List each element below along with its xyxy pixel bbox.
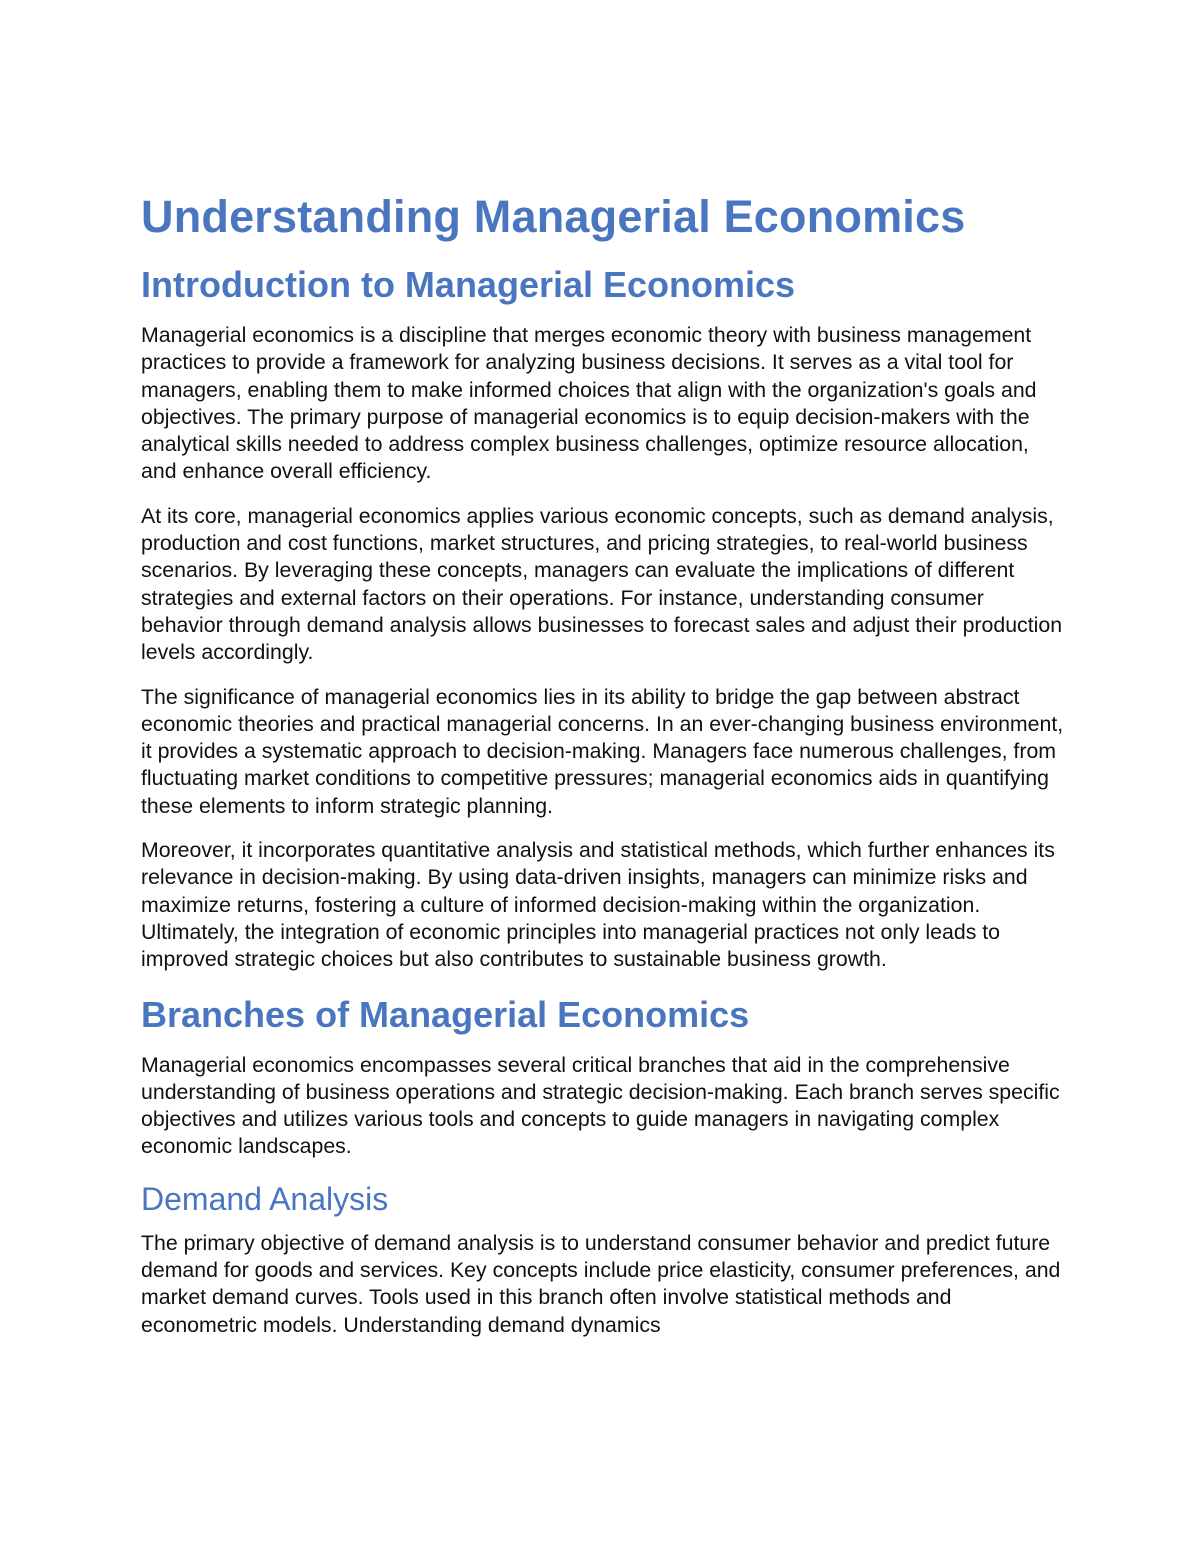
document-title: Understanding Managerial Economics [141, 191, 966, 242]
demand-analysis-paragraph: The primary objective of demand analysis is to understand consumer behavior and predict future demand for goods and services. Key concepts include price elasticity, consumer preferences, and market demand curves. Tools used in this branch often involve statistical methods and econometric models. Understanding demand dynamics [141, 1230, 1061, 1337]
demand-analysis-heading: Demand Analysis [141, 1180, 389, 1217]
intro-paragraph-4: Moreover, it incorporates quantitative analysis and statistical methods, which further enhances its relevance in decision-making. By using data-driven insights, managers can minimize risks and maximize returns, fostering a culture of informed decision-making within the organization. Ultimately, the integration of economic principles into managerial practices not only leads to improved strategic choices but also contributes to sustainable business growth. [141, 838, 1055, 972]
intro-section [141, 262, 1066, 974]
document-page [141, 188, 1066, 1356]
branches-paragraph: Managerial economics encompasses several critical branches that aid in the comprehensive understanding of business operations and strategic decision-making. Each branch serves specific objectives and utilizes various tools and concepts to guide managers in navigating complex economic landscapes. [141, 1052, 1060, 1159]
branches-section [141, 992, 1066, 1161]
demand-analysis-section [141, 1178, 1066, 1339]
intro-paragraph-2: At its core, managerial economics applies various economic concepts, such as demand analysis, production and cost functions, market structures, and pricing strategies, to real-world business scenarios. By leveraging these concepts, managers can evaluate the implications of different strategies and external factors on their operations. For instance, understanding consumer behavior through demand analysis allows businesses to forecast sales and adjust their production levels accordingly. [141, 503, 1063, 665]
branches-heading: Branches of Managerial Economics [141, 993, 750, 1035]
intro-paragraph-3: The significance of managerial economics lies in its ability to bridge the gap between abstract economic theories and practical managerial concerns. In an ever-changing business environment, it provides a systematic approach to decision-making. Managers face numerous challenges, from fluctuating market conditions to competitive pressures; managerial economics aids in quantifying these elements to inform strategic planning. [141, 684, 1064, 818]
intro-heading: Introduction to Managerial Economics [141, 264, 796, 305]
intro-paragraph-1: Managerial economics is a discipline that merges economic theory with business management practices to provide a framework for analyzing business decisions. It serves as a vital tool for managers, enabling them to make informed choices that align with the organization's goals and objectives. The primary purpose of managerial economics is to equip decision-makers with the analytical skills needed to address complex business challenges, optimize resource allocation, and enhance overall efficiency. [141, 323, 1037, 484]
